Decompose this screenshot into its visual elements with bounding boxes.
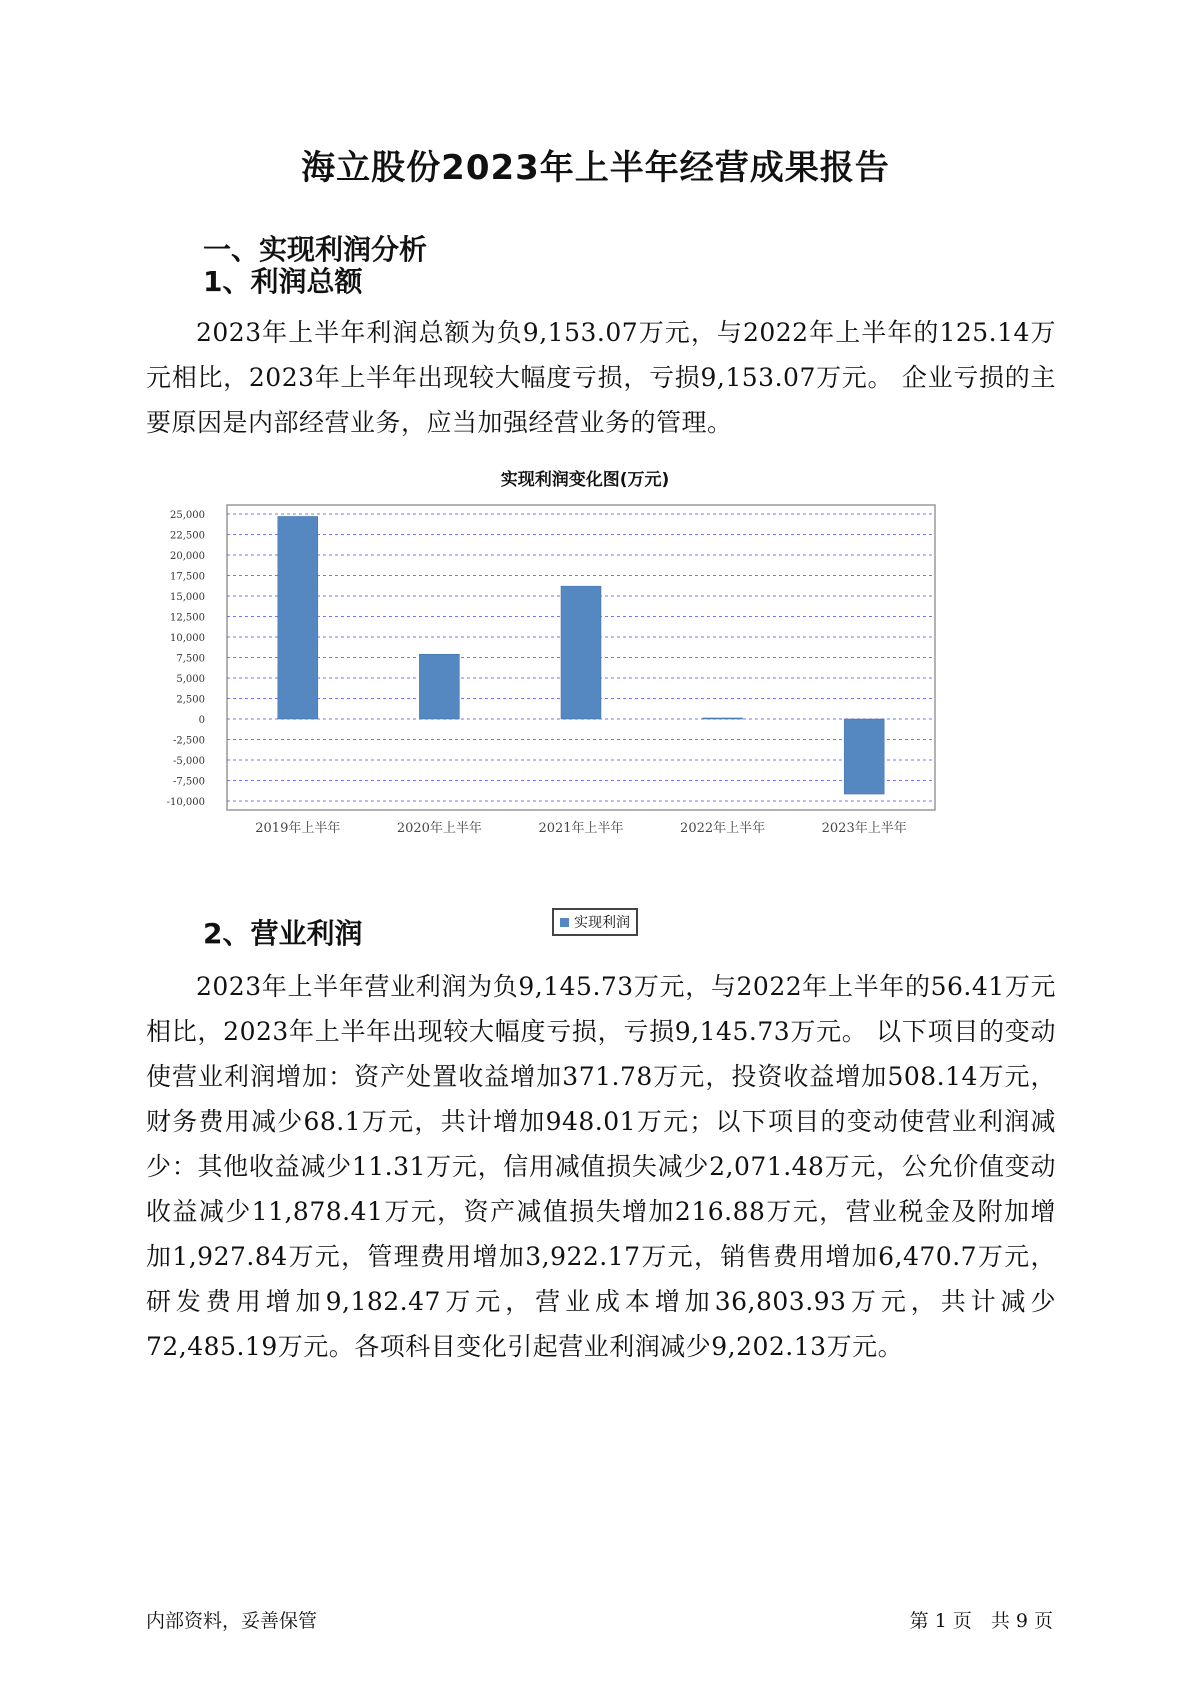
profit-chart — [150, 470, 1020, 955]
y-tick-label: 10,000 — [170, 633, 205, 644]
subsection-heading-operating-profit: 2、营业利润 — [203, 917, 363, 950]
subsection-heading-profit-total: 1、利润总额 — [203, 265, 363, 298]
y-tick-label: -10,000 — [166, 797, 205, 808]
y-tick-label: 0 — [198, 715, 205, 726]
bar — [844, 719, 884, 794]
y-tick-label: 22,500 — [170, 530, 205, 542]
bar — [419, 654, 459, 719]
legend-label: 实现利润 — [574, 915, 630, 931]
page-title: 海立股份2023年上半年经营成果报告 — [301, 148, 890, 188]
y-tick-label: 17,500 — [170, 571, 205, 583]
y-tick-label: 20,000 — [170, 551, 205, 562]
paragraph-profit-total: 2023年上半年利润总额为负9,153.07万元，与2022年上半年的125.14万元相比，2023年上半年出现较大幅度亏损，亏损9,153.07万元。 企业亏损的主要原因是内部经营业务，应当加强经营业务的管理。 — [146, 318, 1056, 437]
chart-legend — [552, 908, 638, 936]
footer-confidential: 内部资料，妥善保管 — [146, 1610, 318, 1632]
y-tick-label: -7,500 — [172, 776, 205, 788]
section-heading: 一、实现利润分析 — [203, 233, 428, 266]
y-tick-label: 7,500 — [176, 653, 205, 665]
bar — [278, 516, 318, 719]
y-tick-label: -5,000 — [172, 756, 205, 767]
y-tick-label: 15,000 — [170, 592, 205, 603]
chart-title: 实现利润变化图(万元) — [500, 470, 670, 490]
x-tick-label: 2021年上半年 — [538, 821, 624, 836]
x-tick-label: 2020年上半年 — [396, 821, 482, 836]
footer-page-number: 第 1 页 共 9 页 — [909, 1610, 1053, 1632]
y-tick-label: 25,000 — [170, 510, 205, 521]
y-tick-label: 12,500 — [170, 612, 205, 624]
bar — [561, 586, 601, 719]
y-tick-label: 5,000 — [176, 674, 205, 685]
paragraph-operating-profit: 2023年上半年营业利润为负9,145.73万元，与2022年上半年的56.41万元相比，2023年上半年出现较大幅度亏损，亏损9,145.73万元。 以下项目的变动使营业利润增加：资产处置收益增加371.78万元，投资收益增加508.14万元，财务费用减少68.1万元，共计增加948.01万元；以下项目的变动使营业利润减少：其他收益减少11.31万元，信用减值损失减少2,071.48万元，公允价值变动收益减少11,878.41万元，资产减值损失增加216.88万元，营业税金及附加增加1,927.84万元，管理费用增加3,922.17万元，销售费用增加6,470.7万元，研发费用增加9,182.47万元，营业成本增加36,803.93万元，共计减少72,485.19万元。各项科目变化引起营业利润减少9,202.13万元。 — [146, 972, 1056, 1361]
x-tick-label: 2022年上半年 — [680, 821, 766, 836]
x-tick-label: 2023年上半年 — [821, 821, 907, 836]
y-tick-label: 2,500 — [176, 694, 205, 706]
bar — [703, 718, 743, 719]
legend-swatch — [560, 918, 569, 927]
y-tick-label: -2,500 — [172, 735, 205, 747]
x-tick-label: 2019年上半年 — [255, 821, 341, 836]
chart-plot — [150, 495, 1020, 905]
